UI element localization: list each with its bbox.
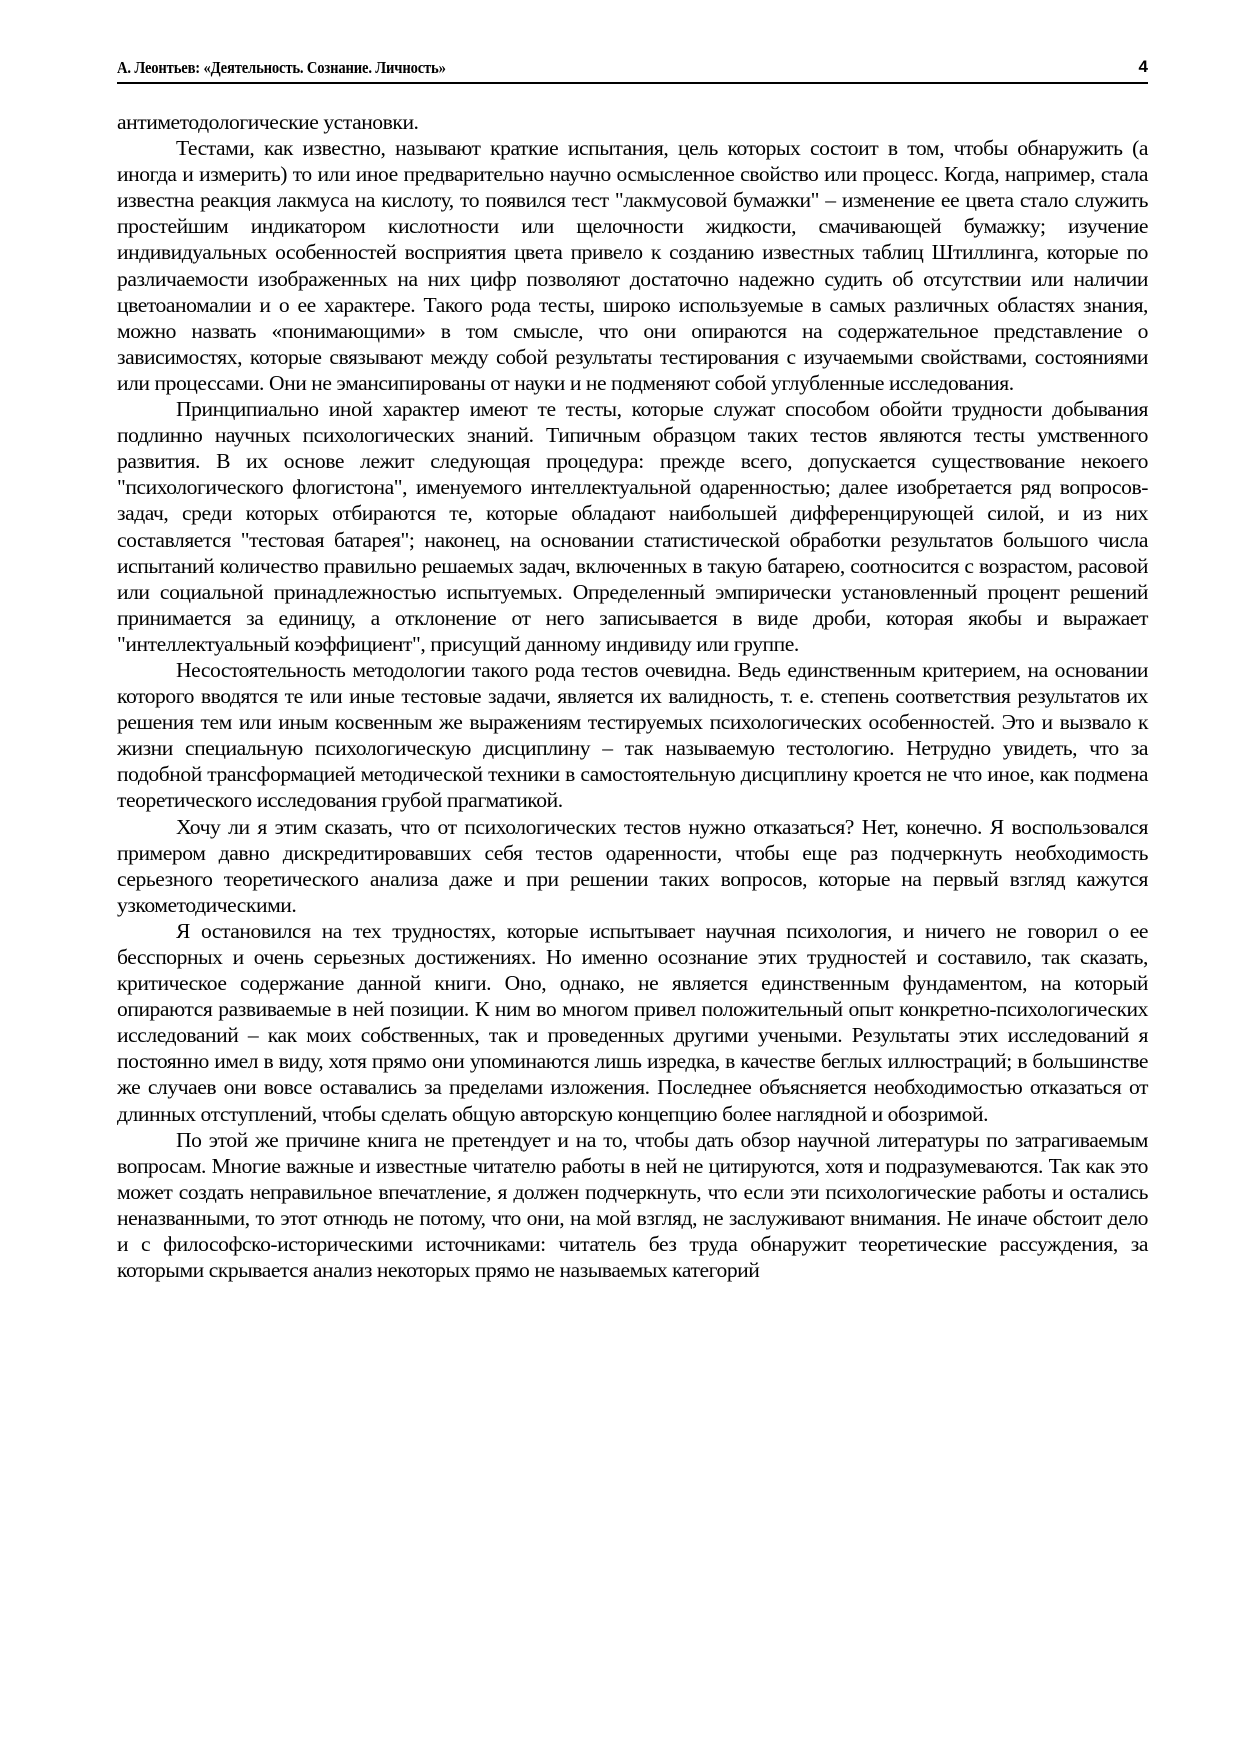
paragraph-methodology-critique: Несостоятельность методологии такого рода тестов очевидна. Ведь единственным критерием, на основании которого вводятся те или иные тестовые задачи, является их валидность, т. е. степень соответствия результатов их решения тем или иным косвенным же выражениям тестируемых психологических особенностей. Это и вызвало к жизни специальную психологическую дисциплину – так называемую тестологию. Нетрудно увидеть, что за подобной трансформацией методической техники в самостоятельную дисциплину кроется не что иное, как подмена теоретического исследования грубой прагматикой. — [117, 657, 1148, 813]
paragraph-intelligence-tests: Принципиально иной характер имеют те тесты, которые служат способом обойти трудности добывания подлинно научных психологических знаний. Типичным образцом таких тестов являются тесты умственного развития. В их основе лежит следующая процедура: прежде всего, допускается существование некоего "психологического флогистона", именуемого интеллектуальной одаренностью; далее изобретается ряд вопросов-задач, среди которых отбираются те, которые обладают наибольшей дифференцирующей силой, и из них составляется "тестовая батарея"; наконец, на основании статистической обработки результатов большого числа испытаний количество правильно решаемых задач, включенных в такую батарею, соотносится с возрастом, расовой или социальной принадлежностью испытуемых. Определенный эмпирически установленный процент решений принимается за единицу, а отклонение от него записывается в виде дроби, которая якобы и выражает "интеллектуальный коэффициент", присущий данному индивиду или группе. — [117, 397, 1148, 656]
paragraph-continuation: антиметодологические установки. — [117, 110, 419, 134]
page-header — [117, 54, 1148, 84]
paragraph-rhetorical-question: Хочу ли я этим сказать, что от психологических тестов нужно отказаться? Нет, конечно. Я воспользовался примером давно дискредитировавших себя тестов одаренности, чтобы еще раз подчеркнуть необходимость серьезного теоретического анализа даже и при решении таких вопросов, которые на первый взгляд кажутся узкометодическими. — [117, 814, 1148, 917]
running-title: А. Леонтьев: «Деятельность. Сознание. Личность» — [117, 58, 446, 77]
paragraph-literature-review: По этой же причине книга не претендует и на то, чтобы дать обзор научной литературы по затрагиваемым вопросам. Многие важные и известные читателю работы в ней не цитируются, хотя и подразумеваются. Так как это может создать неправильное впечатление, я должен подчеркнуть, что если эти психологические работы и остались неназванными, то этот отнюдь не потому, что они, на мой взгляд, не заслуживают внимания. Не иначе обстоит дело и с философско-историческими источниками: читатель без труда обнаружит теоретические рассуждения, за которыми скрывается анализ некоторых прямо не называемых категорий — [117, 1127, 1148, 1283]
body-text — [117, 109, 1148, 1283]
paragraph-difficulties: Я остановился на тех трудностях, которые испытывает научная психология, и ничего не говорил о ее бесспорных и очень серьезных достижениях. Но именно осознание этих трудностей и составило, так сказать, критическое содержание данной книги. Оно, однако, не является единственным фундаментом, на который опираются развиваемые в ней позиции. К ним во многом привел положительный опыт конкретно-психологических исследований – как моих собственных, так и проведенных другими учеными. Результаты этих исследований я постоянно имел в виду, хотя прямо они упоминаются лишь изредка, в качестве беглых иллюстраций; в большинстве же случаев они вовсе оставались за пределами изложения. Последнее объясняется необходимостью отказаться от длинных отступлений, чтобы сделать общую авторскую концепцию более наглядной и обозримой. — [117, 918, 1148, 1126]
paragraph-tests-definition: Тестами, как известно, называют краткие испытания, цель которых состоит в том, чтобы обнаружить (а иногда и измерить) то или иное предварительно научно осмысленное свойство или процесс. Когда, например, стала известна реакция лакмуса на кислоту, то появился тест "лакмусовой бумажки" – изменение ее цвета стало служить простейшим индикатором кислотности или щелочности жидкости, смачивающей бумажку; изучение индивидуальных особенностей восприятия цвета привело к созданию известных таблиц Штиллинга, которые по различаемости изображенных на них цифр позволяют достаточно надежно судить об отсутствии или наличии цветоаномалии и о ее характере. Такого рода тесты, широко используемые в самых различных областях знания, можно назвать «понимающими» в том смысле, что они опираются на содержательное представление о зависимостях, которые связывают между собой результаты тестирования с изучаемыми свойствами, состояниями или процессами. Они не эмансипированы от науки и не подменяют собой углубленные исследования. — [117, 136, 1148, 395]
page-number: 4 — [1138, 57, 1148, 76]
